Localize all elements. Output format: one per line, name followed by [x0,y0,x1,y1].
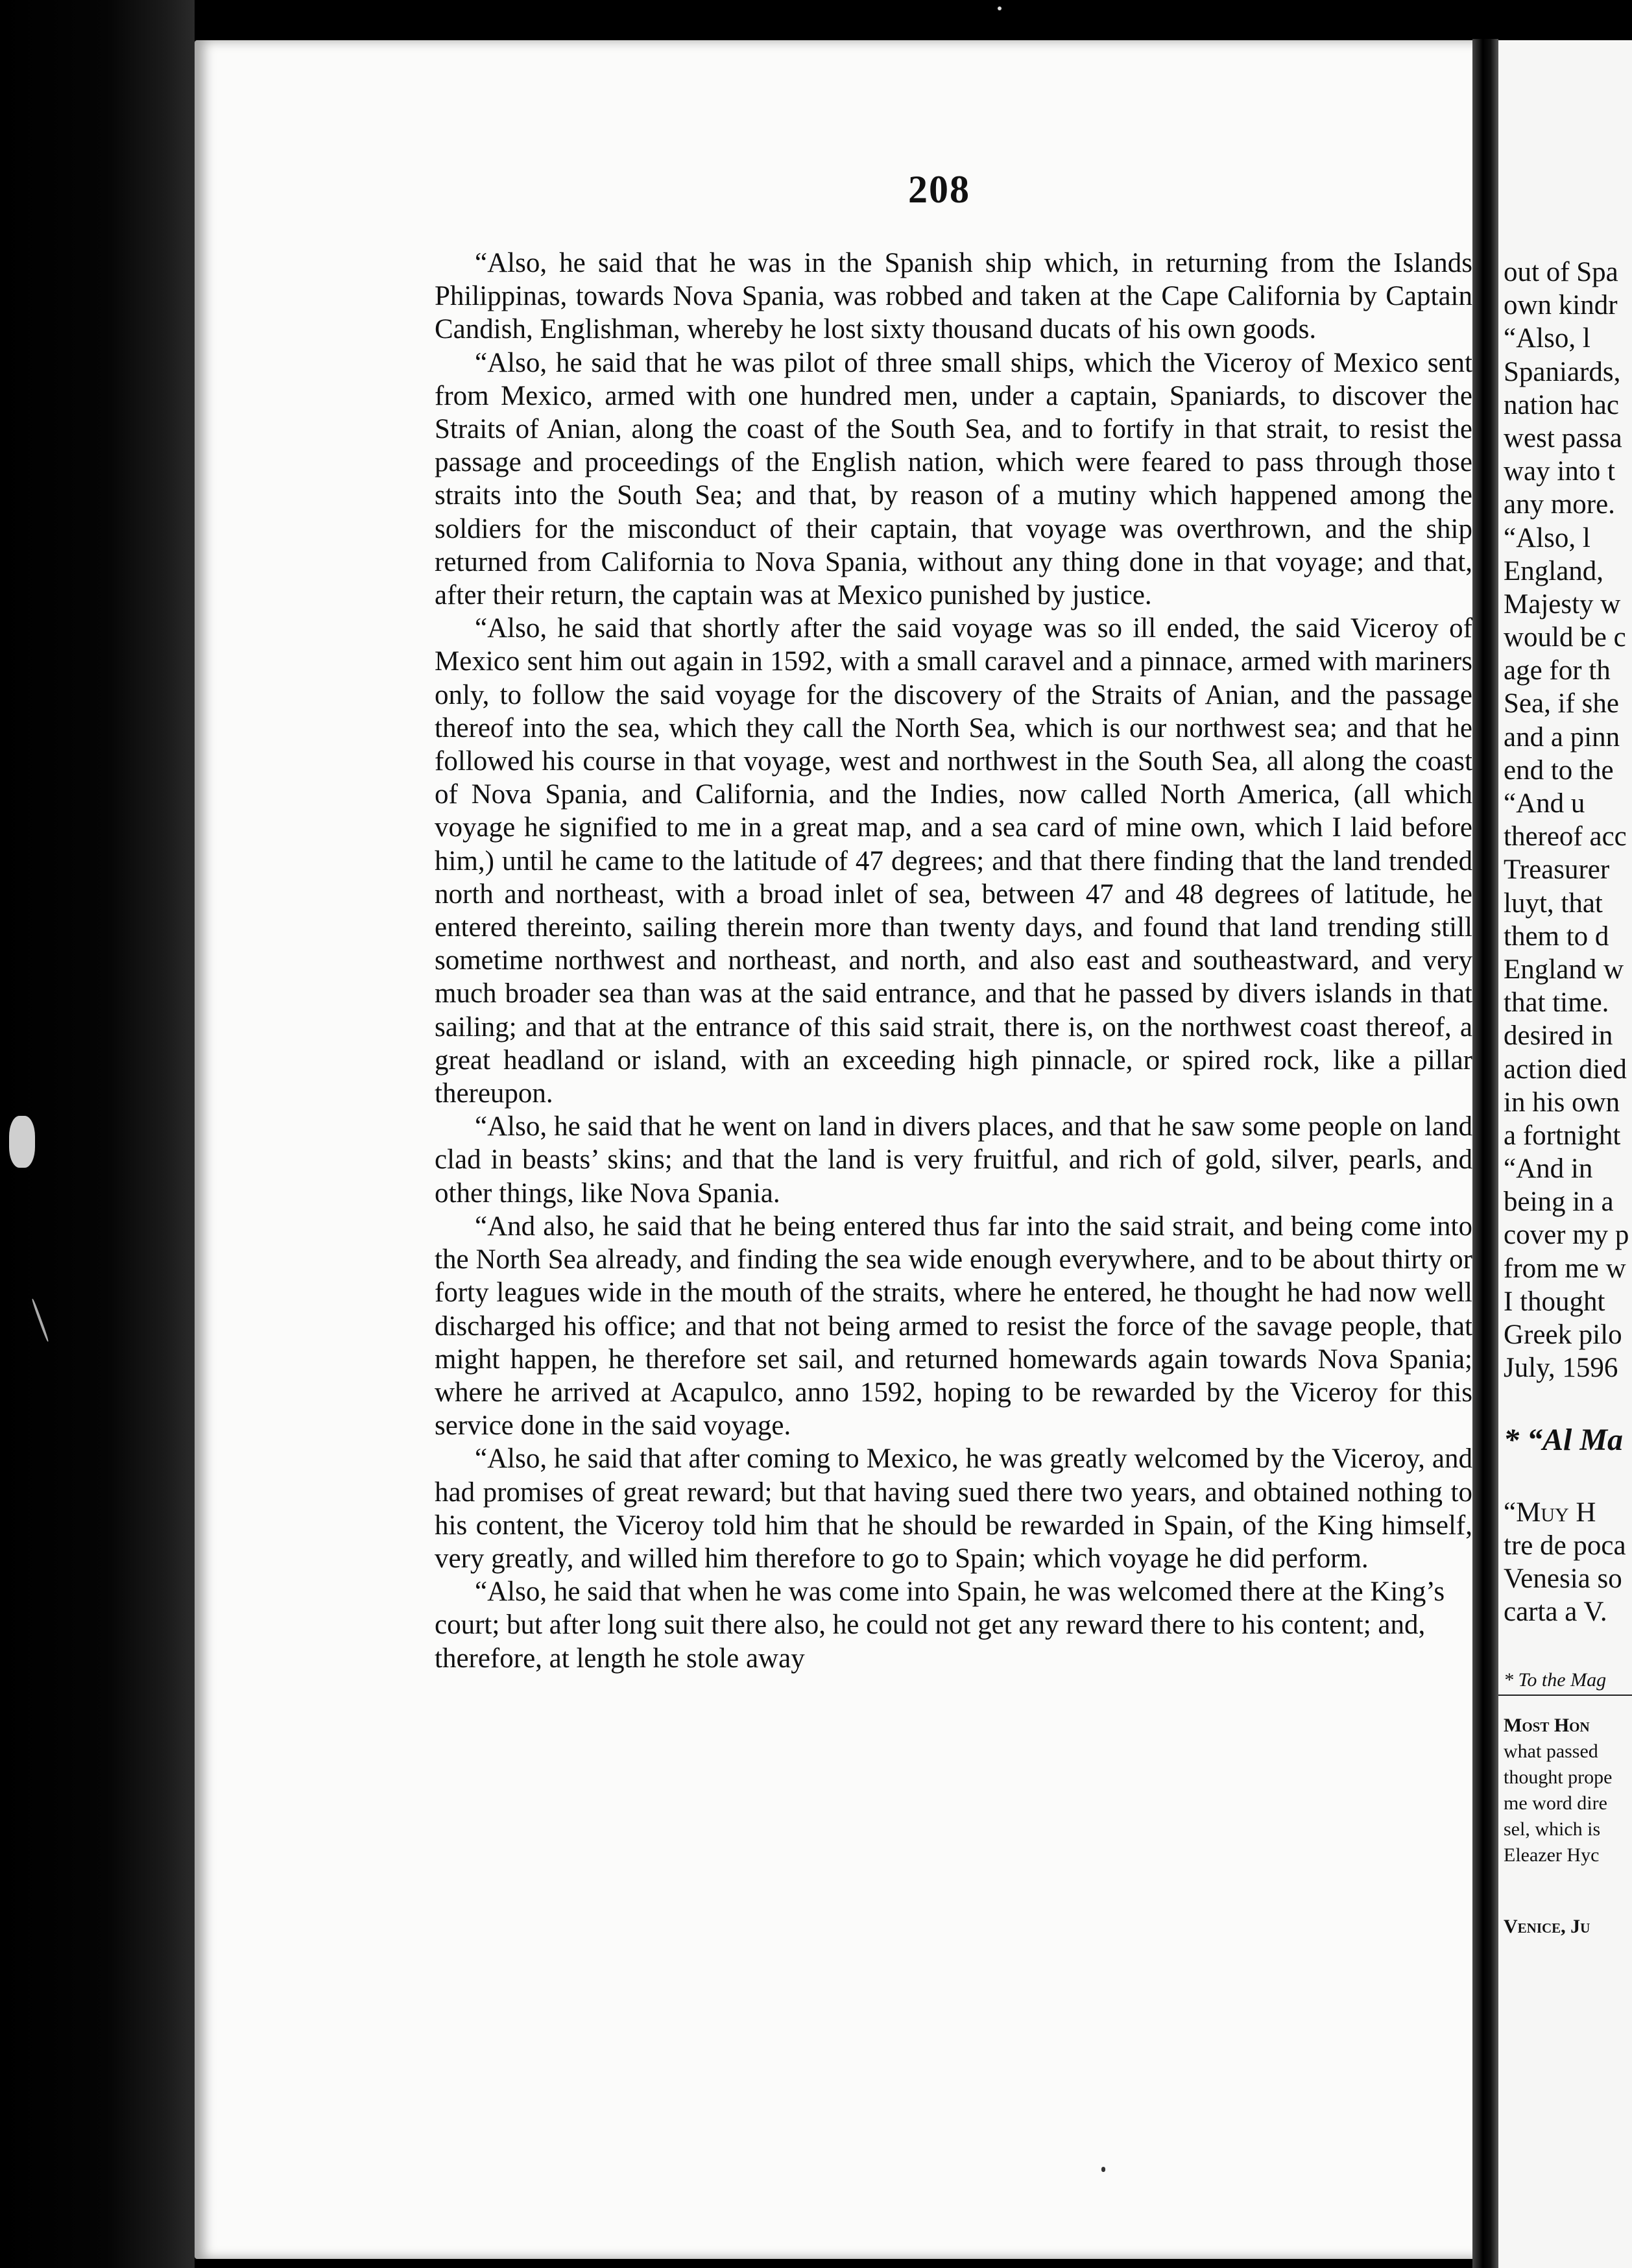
next-line: that time. [1504,987,1609,1019]
next-line: thereof acc [1504,821,1627,852]
next-line: out of Spa [1504,257,1618,287]
footnote-heading: * To the Mag [1504,1669,1607,1691]
paragraph: “Also, he said that after coming to Mexico, he was greatly welcomed by the Viceroy, and had promises of great reward; but that having sued there two years, and obtained nothing to his content, the Viceroy told him that he should be rewarded in Spain, of the King himself, very greatly, and willed him therefore to go to Spain; which voyage he did perform. [435,1443,1472,1574]
next-line: “And in [1504,1153,1593,1185]
next-line: own kindr [1504,290,1618,321]
next-line: west passa [1504,422,1622,453]
next-line: being in a [1504,1187,1614,1218]
scan-speck [998,6,1002,10]
footnote-line: Eleazer Hyc [1504,1844,1600,1866]
edge-speck [9,1116,35,1168]
next-line: any more. [1504,489,1615,520]
scan-speck [1101,2167,1105,2172]
spacer [1504,1628,1632,1667]
paragraph: “Also, he said that when he was come into Spain, he was welcomed there at the King’s court; but after long suit there also, he could not get any reward there to his content; and, therefore, at length he stole away [435,1576,1445,1674]
next-line: I thought [1504,1286,1605,1317]
paragraph: “Also, he said that he was in the Spanish ship which, in returning from the Islands Philippinas, towards Nova Spania, was robbed and taken at the Cape California by Captain Candish, Englishman, whereby he lost sixty thousand ducats of his own goods. [435,248,1472,345]
next-line: Greek pilo [1504,1320,1622,1350]
binding-edge [0,0,195,2268]
page-gutter [1472,39,1498,2268]
next-heading: * “Al Ma [1504,1423,1624,1458]
footnote-line: sel, which is [1504,1818,1601,1840]
letter-line: “Muy H [1504,1497,1596,1528]
next-line: England, [1504,555,1604,586]
footnote-rule [1498,1695,1632,1696]
next-line: Sea, if she [1504,688,1619,719]
next-line: desired in [1504,1020,1613,1052]
footnote-line: me word dire [1504,1792,1607,1815]
paragraph: “Also, he said that he was pilot of three small ships, which the Viceroy of Mexico sent from Mexico, armed with one hundred men, under a captain, Spaniards, to discover the Straits of Anian, along the coast of the South Sea, and to fortify in that strait, to resist the passage and proceedings of the English nation, which were feared to pass through those straits into the South Sea; and that, by reason of a mutiny which happened among the soldiers for the misconduct of their captain, that voyage was overthrown, and the ship returned from California to Nova Spania, without any thing done in that voyage; and that, after their return, the captain was at Mexico punished by justice. [435,347,1472,611]
next-line: England w [1504,954,1624,985]
next-line: July, 1596 [1504,1353,1618,1384]
next-line: action died [1504,1054,1627,1085]
footnote-line: thought prope [1504,1767,1613,1789]
next-line: nation hac [1504,389,1619,420]
next-line: way into t [1504,456,1615,487]
next-line: them to d [1504,921,1609,952]
paragraph: “Also, he said that shortly after the said voyage was so ill ended, the said Viceroy of Mexico sent him out again in 1592, with a small caravel and a pinnace, armed with mariners only, to follow the said voyage for the discovery of the Straits of Anian, and the passage thereof into the sea, which they call the North Sea, which is our northwest sea; and that he followed his course in that voyage, west and northwest in the South Sea, all along the coast of Nova Spania, and California, and the Indies, now called North America, (all which voyage he signified to me in a great map, and a sea card of mine own, which I laid before him,) until he came to the latitude of 47 degrees; and that there finding that the land trended north and northeast, with a broad inlet of sea, between 47 and 48 degrees of latitude, he entered thereinto, sailing therein more than twenty days, and found that land trending still sometime northwest and northeast, and north, and also east and southeastward, and very much broader sea than was at the said entrance, and that he passed by divers islands in that sailing; and that at the entrance of this said strait, there is, on the northwest coast thereof, a great headland or island, with an exceeding high pinnacle, or spired rock, like a pillar thereupon. [435,613,1472,1109]
next-line: in his own [1504,1087,1620,1118]
next-line: would be c [1504,622,1626,653]
next-line: Majesty w [1504,588,1621,620]
spacer [1504,1693,1632,1713]
next-page-fragment [1498,40,1632,2268]
next-line: from me w [1504,1253,1626,1284]
spacer [1504,1457,1632,1496]
letter-line: carta a V. [1504,1597,1607,1628]
next-line: and a pinn [1504,721,1620,753]
next-line: “Also, l [1504,323,1590,354]
next-line: “Also, l [1504,522,1590,553]
next-line: a fortnight [1504,1120,1621,1151]
page-body [435,247,1472,1675]
letter-line: Venesia so [1504,1563,1622,1594]
next-line: luyt, that [1504,887,1603,919]
paragraph: “Also, he said that he went on land in divers places, and that he saw some people on land clad in beasts’ skins; and that the land is very fruitful, and rich of gold, silver, pearls, and other things, like Nova Spania. [435,1111,1472,1209]
next-line: age for th [1504,655,1611,686]
page-number: 208 [908,168,970,211]
next-line: Treasurer [1504,854,1610,886]
edge-mark [31,1298,49,1342]
next-line: “And u [1504,788,1585,819]
dateline: Venice, Ju [1504,1916,1590,1938]
next-page-lines [1504,256,1632,1940]
spacer [1504,1384,1632,1423]
next-line: Spaniards, [1504,356,1621,387]
next-line: cover my p [1504,1220,1629,1251]
next-line: end to the [1504,754,1614,786]
footnote-line: Most Hon [1504,1715,1590,1737]
letter-line: tre de poca [1504,1530,1626,1561]
paragraph: “And also, he said that he being entered thus far into the said strait, and being come into the North Sea already, and finding the sea wide enough everywhere, and to be about thirty or forty leagues wide in the mouth of the straits, where he entered, he thought he had now well discharged his office; and that not being armed to resist the force of the savage people, that might happen, he therefore set sail, and returned homewards again towards Nova Spania; where he arrived at Acapulco, anno 1592, hoping to be rewarded by the Viceroy for this service done in the said voyage. [435,1211,1472,1442]
footnote-line: what passed [1504,1741,1598,1763]
spacer [1504,1868,1632,1914]
